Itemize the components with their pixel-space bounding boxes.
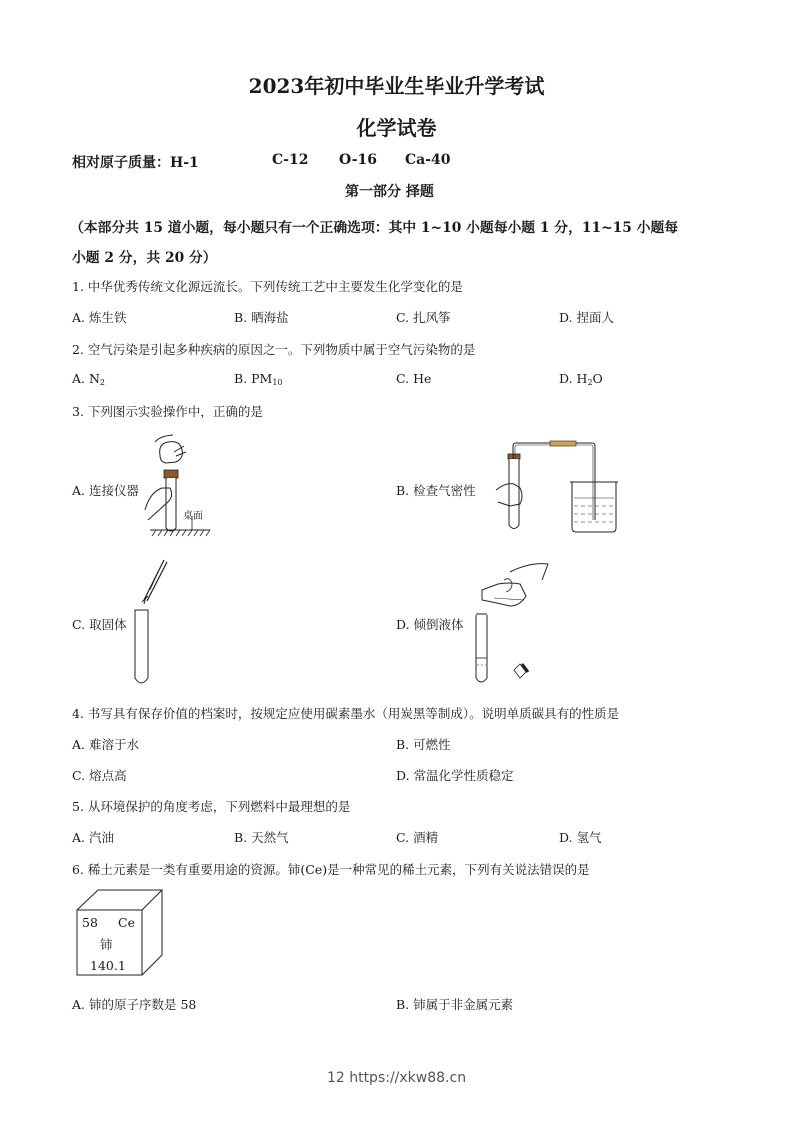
question-3-option-b[interactable]: B. 检查气密性: [396, 483, 476, 498]
element-atomic-mass: 140.1: [90, 958, 126, 973]
figure-connect-apparatus: [140, 430, 220, 540]
question-3-stem: 3. 下列图示实验操作中，正确的是: [72, 404, 263, 419]
section-instructions-line2: 小题 2 分，共 20 分）: [72, 250, 217, 266]
question-2-option-d[interactable]: D. $H_2O$: [559, 371, 603, 387]
question-5-option-c[interactable]: C. 酒精: [396, 830, 439, 845]
atomic-mass-c: C-12: [272, 152, 309, 168]
question-4-option-c[interactable]: C. 熔点高: [72, 768, 127, 783]
question-2-stem: 2. 空气污染是引起多种疾病的原因之一。下列物质中属于空气污染物的是: [72, 342, 476, 357]
question-5-option-b[interactable]: B. 天然气: [234, 830, 289, 845]
question-6-option-b[interactable]: B. 铈属于非金属元素: [396, 997, 514, 1012]
question-1-stem: 1. 中华优秀传统文化源远流长。下列传统工艺中主要发生化学变化的是: [72, 279, 463, 294]
question-5-option-a[interactable]: A. 汽油: [72, 830, 114, 845]
question-5-stem: 5. 从环境保护的角度考虑，下列燃料中最理想的是: [72, 799, 351, 814]
question-2-option-b[interactable]: B. $PM_{10}$: [234, 371, 283, 387]
question-4-option-d[interactable]: D. 常温化学性质稳定: [396, 768, 514, 783]
figure-airtightness-check: [500, 440, 620, 535]
desk-label: 桌面: [183, 511, 203, 522]
section-title: 第一部分 择题: [345, 184, 434, 200]
page-footer: 12 https://xkw88.cn: [326, 1070, 467, 1086]
question-5-option-d[interactable]: D. 氢气: [559, 830, 602, 845]
exam-subtitle: 化学试卷: [356, 116, 437, 140]
question-4-option-b[interactable]: B. 可燃性: [396, 737, 451, 752]
section-instructions-line1: （本部分共 15 道小题，每小题只有一个正确选项：其中 1~10 小题每小题 1 分，11~15 小题每: [70, 220, 679, 236]
question-6-option-a[interactable]: A. 铈的原子序数是 58: [72, 997, 197, 1012]
element-name: 铈: [100, 937, 113, 952]
question-2-option-a[interactable]: A. $N_2$: [72, 371, 106, 387]
atomic-mass-o: O-16: [339, 152, 378, 168]
question-1-option-a[interactable]: A. 炼生铁: [72, 310, 127, 325]
question-6-stem: 6. 稀土元素是一类有重要用途的资源。铈(Ce)是一种常见的稀土元素，下列有关说法错误的是: [72, 862, 590, 877]
element-symbol: Ce: [118, 915, 135, 930]
question-4-option-a[interactable]: A. 难溶于水: [72, 737, 139, 752]
question-3-option-d[interactable]: D. 倾倒液体: [396, 617, 464, 632]
exam-title: 2023年初中毕业生毕业升学考试: [248, 74, 545, 98]
question-3-option-c[interactable]: C. 取固体: [72, 617, 127, 632]
figure-pour-liquid: [470, 560, 560, 685]
question-3-option-a[interactable]: A. 连接仪器: [72, 483, 139, 498]
question-1-option-c[interactable]: C. 扎风筝: [396, 310, 451, 325]
question-2-option-c[interactable]: C. He: [396, 371, 432, 386]
figure-take-solid: [130, 558, 170, 688]
question-1-option-b[interactable]: B. 晒海盐: [234, 310, 289, 325]
periodic-element-card: [76, 888, 166, 978]
atomic-mass-ca: Ca-40: [405, 152, 451, 168]
question-4-stem: 4. 书写具有保存价值的档案时，按规定应使用碳素墨水（用炭黑等制成）。说明单质碳具有的性质是: [72, 706, 620, 721]
element-atomic-number: 58: [82, 915, 98, 930]
atomic-mass-label: 相对原子质量：H-1: [72, 155, 199, 171]
question-1-option-d[interactable]: D. 捏面人: [559, 310, 615, 325]
